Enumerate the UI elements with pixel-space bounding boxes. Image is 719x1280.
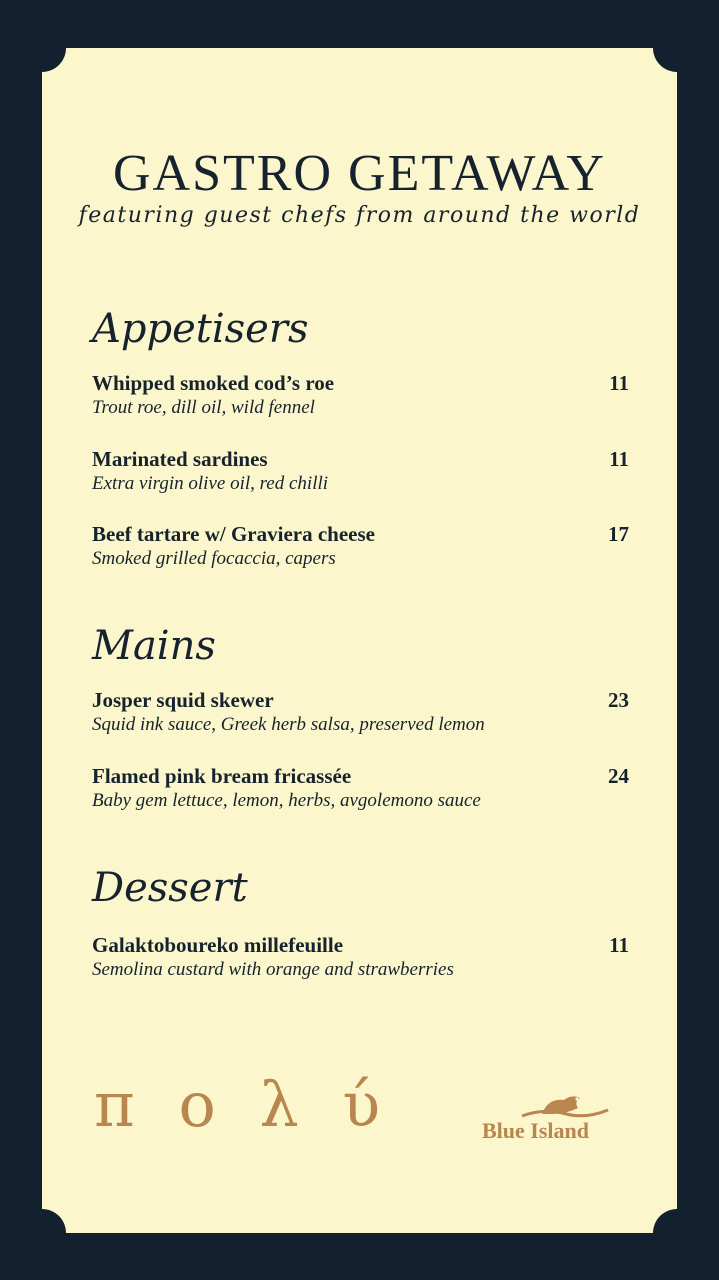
corner-notch xyxy=(18,24,66,72)
item-description: Extra virgin olive oil, red chilli xyxy=(92,473,329,494)
item-name: Flamed pink bream fricassée xyxy=(92,764,352,788)
menu-item xyxy=(92,370,629,420)
item-price: 23 xyxy=(608,688,629,712)
item-price: 11 xyxy=(609,371,629,395)
item-name: Whipped smoked cod’s roe xyxy=(92,371,335,395)
menu-title: GASTRO GETAWAY xyxy=(113,145,606,202)
item-price: 11 xyxy=(609,933,629,957)
menu-item xyxy=(92,521,629,571)
item-price: 24 xyxy=(608,764,629,788)
menu-item xyxy=(92,446,629,496)
blue-island-logo xyxy=(482,1088,632,1148)
item-description: Smoked grilled focaccia, capers xyxy=(92,548,336,569)
menu-item xyxy=(92,932,629,982)
corner-notch xyxy=(18,1209,66,1257)
item-name: Beef tartare w/ Graviera cheese xyxy=(92,522,375,546)
item-description: Semolina custard with orange and strawberries xyxy=(92,959,454,980)
item-description: Trout roe, dill oil, wild fennel xyxy=(92,397,315,418)
section-heading-mains: Mains xyxy=(92,623,216,669)
menu-subtitle: featuring guest chefs from around the world xyxy=(78,203,641,228)
corner-notch xyxy=(653,1209,701,1257)
item-name: Marinated sardines xyxy=(92,447,268,471)
item-description: Squid ink sauce, Greek herb salsa, preserved lemon xyxy=(92,714,485,735)
section-heading-dessert: Dessert xyxy=(92,865,248,911)
poly-logo: π ο λ ύ xyxy=(94,1068,393,1141)
item-price: 11 xyxy=(609,447,629,471)
corner-notch xyxy=(653,24,701,72)
item-name: Josper squid skewer xyxy=(92,688,274,712)
item-name: Galaktoboureko millefeuille xyxy=(92,933,344,957)
item-description: Baby gem lettuce, lemon, herbs, avgolemono sauce xyxy=(92,790,481,811)
menu-card xyxy=(42,48,677,1233)
menu-item xyxy=(92,687,629,737)
blue-island-logo-text: Blue Island xyxy=(482,1118,589,1143)
menu-item xyxy=(92,763,629,813)
bird-icon xyxy=(482,1088,632,1122)
item-price: 17 xyxy=(608,522,629,546)
section-heading-appetisers: Appetisers xyxy=(92,306,309,352)
